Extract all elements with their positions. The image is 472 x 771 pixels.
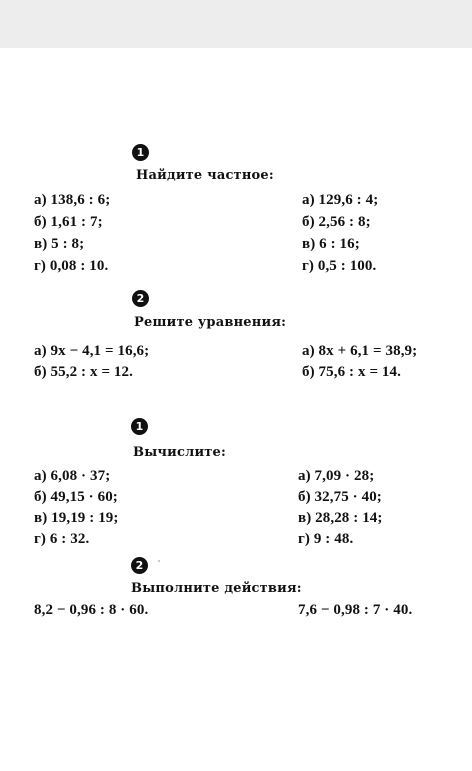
exercise-item: б) 1,61 : 7; (34, 214, 103, 230)
exercise-item: г) 9 : 48. (298, 531, 354, 547)
task-number-badge: 2 (132, 290, 149, 307)
exercise-item: б) 2,56 : 8; (302, 214, 371, 230)
task-number-badge: 2 (131, 557, 148, 574)
task-number-badge: 1 (131, 418, 148, 435)
exercise-item: б) 49,15 · 60; (34, 489, 118, 505)
exercise-item: б) 32,75 · 40; (298, 489, 382, 505)
exercise-item: а) 129,6 : 4; (302, 192, 379, 208)
task-heading: Выполните действия: (131, 581, 302, 596)
exercise-item: а) 8x + 6,1 = 38,9; (302, 343, 418, 359)
exercise-item: а) 138,6 : 6; (34, 192, 111, 208)
exercise-item: г) 6 : 32. (34, 531, 90, 547)
task-heading: Решите уравнения: (134, 315, 287, 330)
top-bar (0, 0, 472, 48)
exercise-item: в) 28,28 : 14; (298, 510, 383, 526)
exercise-item: 7,6 − 0,98 : 7 · 40. (298, 602, 413, 618)
exercise-item: в) 19,19 : 19; (34, 510, 119, 526)
task-heading: Найдите частное: (136, 168, 274, 183)
speck (158, 560, 160, 562)
exercise-item: а) 9x − 4,1 = 16,6; (34, 343, 150, 359)
exercise-item: г) 0,5 : 100. (302, 258, 377, 274)
exercise-item: б) 75,6 : x = 14. (302, 364, 401, 380)
task-heading: Вычислите: (133, 445, 227, 460)
exercise-item: 8,2 − 0,96 : 8 · 60. (34, 602, 149, 618)
task-number-badge: 1 (132, 144, 149, 161)
exercise-item: в) 6 : 16; (302, 236, 360, 252)
exercise-item: г) 0,08 : 10. (34, 258, 109, 274)
exercise-item: а) 6,08 · 37; (34, 468, 111, 484)
exercise-item: б) 55,2 : x = 12. (34, 364, 133, 380)
exercise-item: а) 7,09 · 28; (298, 468, 375, 484)
exercise-item: в) 5 : 8; (34, 236, 85, 252)
